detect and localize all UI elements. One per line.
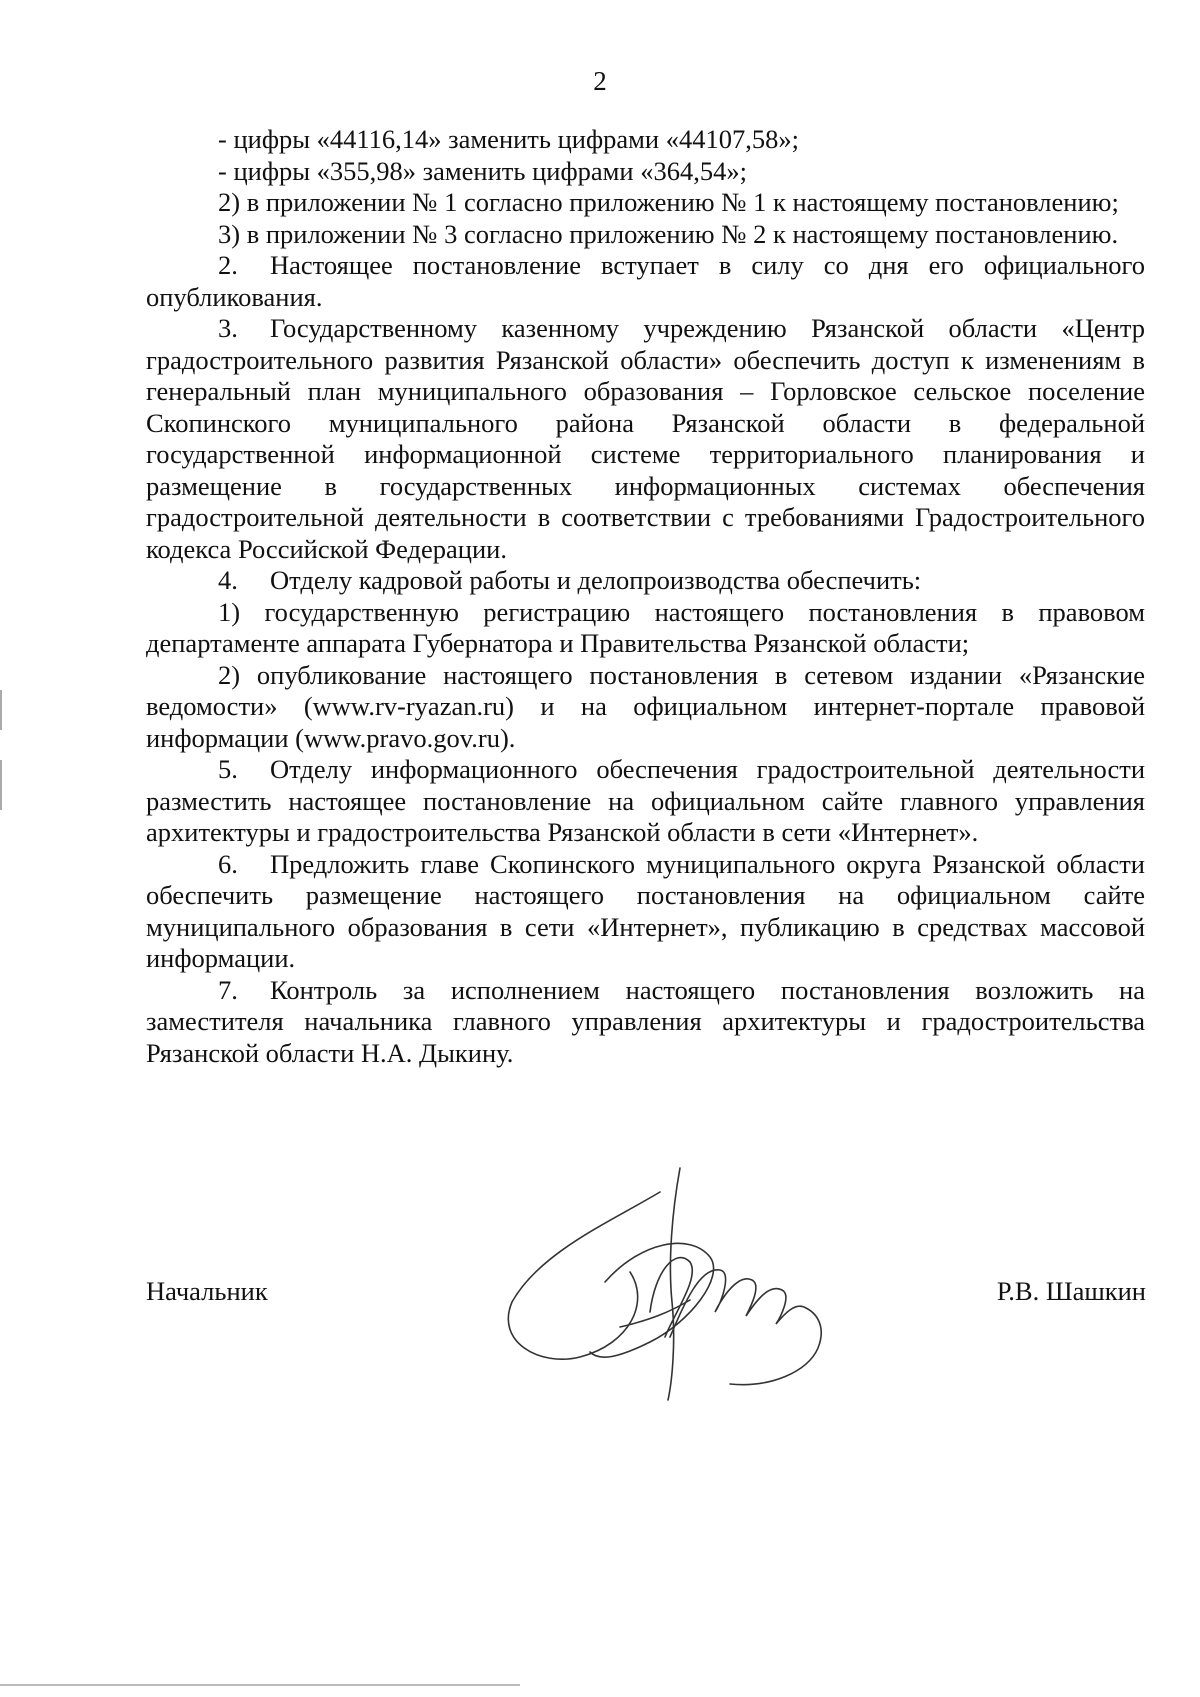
page-number: 2 [593, 66, 607, 96]
item-appendix-3: 3) в приложении № 3 согласно приложению № 2 к настоящему постановлению. [218, 218, 1119, 249]
paragraph-6 [146, 849, 1145, 975]
scan-edge-mark [0, 760, 2, 810]
paragraph-number: 7. [218, 974, 238, 1005]
item-replace-1: - цифры «44116,14» заменить цифрами «44107,58»; [218, 124, 799, 154]
subitem-registration: 1) государственную регистрацию настоящего постановления в правовом департаменте аппарата Губернатора и Правительства Рязанской области; [146, 596, 1145, 658]
paragraph-number: 6. [218, 848, 238, 879]
paragraph-text: Отделу кадровой работы и делопроизводства обеспечить: [270, 565, 922, 595]
paragraph-number: 3. [218, 313, 238, 343]
scan-bottom-line [0, 1684, 520, 1686]
paragraph-2 [146, 250, 1145, 313]
document-body [146, 124, 1145, 1069]
paragraph-text: Контроль за исполнением настоящего постановления возложить на заместителя начальника главного управления архитектуры и градостроительства Рязанской области Н.А. Дыкину. [146, 974, 1145, 1068]
paragraph-3 [146, 313, 1145, 565]
signatory-name: Р.В. Шашкин [996, 1276, 1146, 1306]
subitem-publication: 2) опубликование настоящего постановления в сетевом издании «Рязанские ведомости» (www.rv-ryazan.ru) и на официальном интернет-портале правовой информации (www.pravo.gov.ru). [146, 659, 1145, 753]
paragraph-4 [146, 565, 1145, 597]
paragraph-text: Предложить главе Скопинского муниципального округа Рязанской области обеспечить размещение настоящего постановления на официальном сайте муниципального образования в сети «Интернет», публикацию в средствах массовой информации. [146, 848, 1145, 973]
handwritten-signature [500, 1152, 830, 1402]
paragraph-number: 5. [218, 754, 238, 784]
scan-edge-mark [0, 690, 2, 730]
paragraph-number: 2. [218, 250, 238, 280]
paragraph-7 [146, 975, 1145, 1070]
item-replace-2: - цифры «355,98» заменить цифрами «364,54»; [218, 155, 747, 186]
paragraph-number: 4. [218, 565, 238, 595]
paragraph-text: Государственному казенному учреждению Рязанской области «Центр градостроительного развития Рязанской области» обеспечить доступ к изменениям в генеральный план муниципального образования – Горловское сельское поселение Скопинского муниципального района Рязанской области в федеральной государственной информационной системе территориального планирования и размещение в государственных информационных системах обеспечения градостроительной деятельности в соответствии с требованиями Градостроительного кодекса Российской Федерации. [146, 313, 1145, 564]
paragraph-text: Отделу информационного обеспечения градостроительной деятельности разместить настоящее постановление на официальном сайте главного управления архитектуры и градостроительства Рязанской области в сети «Интернет». [146, 754, 1145, 847]
signatory-position: Начальник [146, 1276, 268, 1306]
paragraph-text: Настоящее постановление вступает в силу со дня его официального опубликования. [146, 250, 1145, 312]
paragraph-5 [146, 754, 1145, 849]
item-appendix-1: 2) в приложении № 1 согласно приложению № 1 к настоящему постановлению; [218, 187, 1119, 217]
